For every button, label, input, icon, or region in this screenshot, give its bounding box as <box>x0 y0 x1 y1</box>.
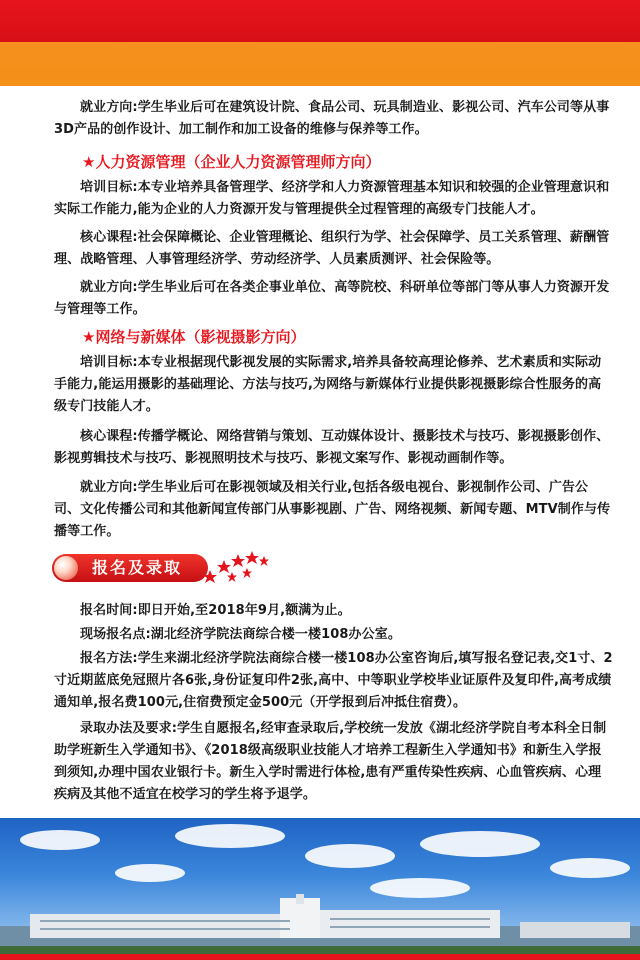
campus-illustration <box>0 818 640 960</box>
registration-time: 报名时间:即日开始,至2018年9月,额满为止。 <box>80 603 351 618</box>
registration-location: 现场报名点:湖北经济学院法商综合楼一楼108办公室。 <box>80 627 401 642</box>
registration-title: 报名及录取 <box>92 558 183 577</box>
media-employment: 就业方向:学生毕业后可在影视领域及相关行业,包括各级电视台、影视制作公司、广告公司、文化传播公司和其他新闻宣传部门从事影视剧、广告、网络视频、新闻专题、MTV制作与传播等工作。 <box>54 480 611 539</box>
stars-icon <box>202 548 272 588</box>
media-training-goal: 培训目标:本专业根据现代影视发展的实际需求,培养具备较高理论修养、艺术素质和实际动手能力,能运用摄影的基础理论、方法与技巧,为网络与新媒体行业提供影视摄影综合性服务的高级专门技能人才。 <box>54 355 602 414</box>
campus-photo <box>0 818 640 960</box>
hr-training-goal: 培训目标:本专业培养具备管理学、经济学和人力资源管理基本知识和较强的企业管理意识和实际工作能力,能为企业的人力资源开发与管理提供全过程管理的高级专门技能人才。 <box>54 180 610 217</box>
top-red-band <box>0 0 640 42</box>
hr-employment: 就业方向:学生毕业后可在各类企事业单位、高等院校、科研单位等部门等从事人力资源开发与管理等工作。 <box>54 280 610 317</box>
heading-hr-management: ★人力资源管理（企业人力资源管理师方向） <box>82 153 381 171</box>
media-core-courses: 核心课程:传播学概论、网络营销与策划、互动媒体设计、摄影技术与技巧、影视摄影创作、影视剪辑技术与技巧、影视照明技术与技巧、影视文案写作、影视动画制作等。 <box>54 429 610 466</box>
admission-requirements: 录取办法及要求:学生自愿报名,经审查录取后,学校统一发放《湖北经济学院自考本科全日制助学班新生入学通知书》、《2018级高级职业技能人才培养工程新生入学通知书》和新生入学报到须知,办理中国农业银行卡。新生入学时需进行体检,患有严重传染性疾病、心血管疾病、心理疾病及其他不适宜在校学习的学生将予退学。 <box>54 721 607 802</box>
registration-method: 报名方法:学生来湖北经济学院法商综合楼一楼108办公室咨询后,填写报名登记表,交1寸、2寸近期蓝底免冠照片各6张,身份证复印件2张,高中、中等职业学校毕业证原件及复印件,高考成绩通知单,报名费100元,住宿费预定金500元（开学报到后冲抵住宿费）。 <box>54 651 613 710</box>
registration-header <box>52 548 252 588</box>
employment-3d: 就业方向:学生毕业后可在建筑设计院、食品公司、玩具制造业、影视公司、汽车公司等从事3D产品的创作设计、加工制作和加工设备的维修与保养等工作。 <box>54 100 610 137</box>
top-orange-band <box>0 42 640 86</box>
orb-icon <box>54 556 78 580</box>
heading-new-media: ★网络与新媒体（影视摄影方向） <box>82 328 306 346</box>
hr-core-courses: 核心课程:社会保障概论、企业管理概论、组织行为学、社会保障学、员工关系管理、薪酬管理、战略管理、人事管理经济学、劳动经济学、人员素质测评、社会保险等。 <box>54 230 610 267</box>
